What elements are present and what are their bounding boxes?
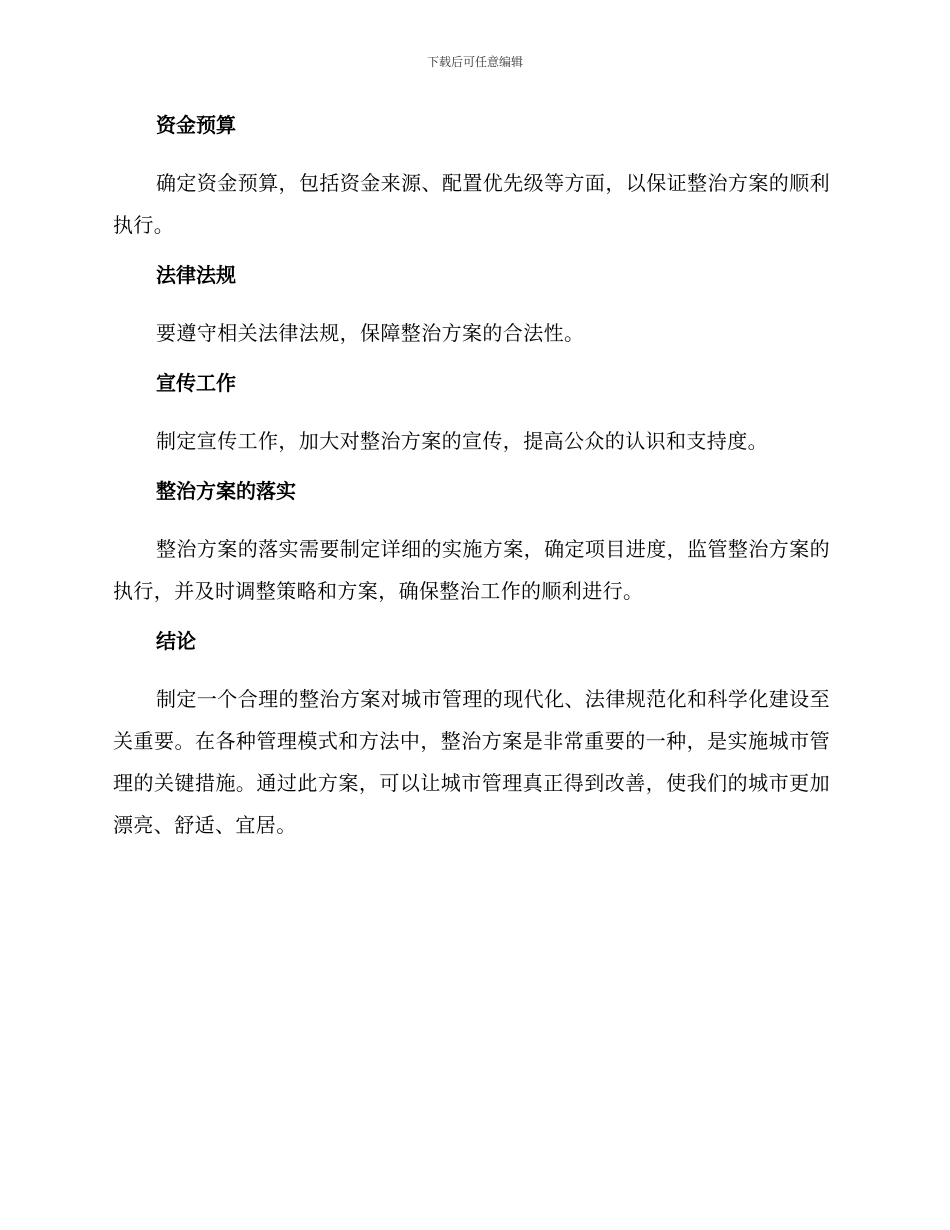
section-paragraph: 要遵守相关法律法规，保障整治方案的合法性。 [156, 321, 585, 345]
section-funding-budget [113, 110, 830, 246]
section-heading: 法律法规 [156, 263, 236, 287]
section-implementation [113, 476, 830, 612]
section-paragraph: 制定一个合理的整治方案对城市管理的现代化、法律规范化和科学化建设至关重要。在各种管理模式和方法中，整治方案是非常重要的一种，是实施城市管理的关键措施。通过此方案，可以让城市管理真正得到改善，使我们的城市更加漂亮、舒适、宜居。 [113, 687, 830, 837]
section-paragraph: 制定宣传工作，加大对整治方案的宣传，提高公众的认识和支持度。 [156, 429, 768, 453]
section-conclusion [113, 626, 830, 846]
section-heading: 结论 [156, 629, 196, 653]
section-paragraph: 整治方案的落实需要制定详细的实施方案，确定项目进度，监管整治方案的执行，并及时调整策略和方案，确保整治工作的顺利进行。 [113, 537, 830, 603]
section-paragraph: 确定资金预算，包括资金来源、配置优先级等方面，以保证整治方案的顺利执行。 [113, 171, 830, 237]
section-heading: 宣传工作 [156, 371, 236, 395]
section-heading: 整治方案的落实 [156, 479, 296, 503]
section-heading: 资金预算 [156, 113, 236, 137]
section-laws-regulations [113, 260, 830, 354]
document-content [113, 110, 830, 860]
header-note: 下载后可任意编辑 [426, 55, 523, 69]
section-publicity-work [113, 368, 830, 462]
